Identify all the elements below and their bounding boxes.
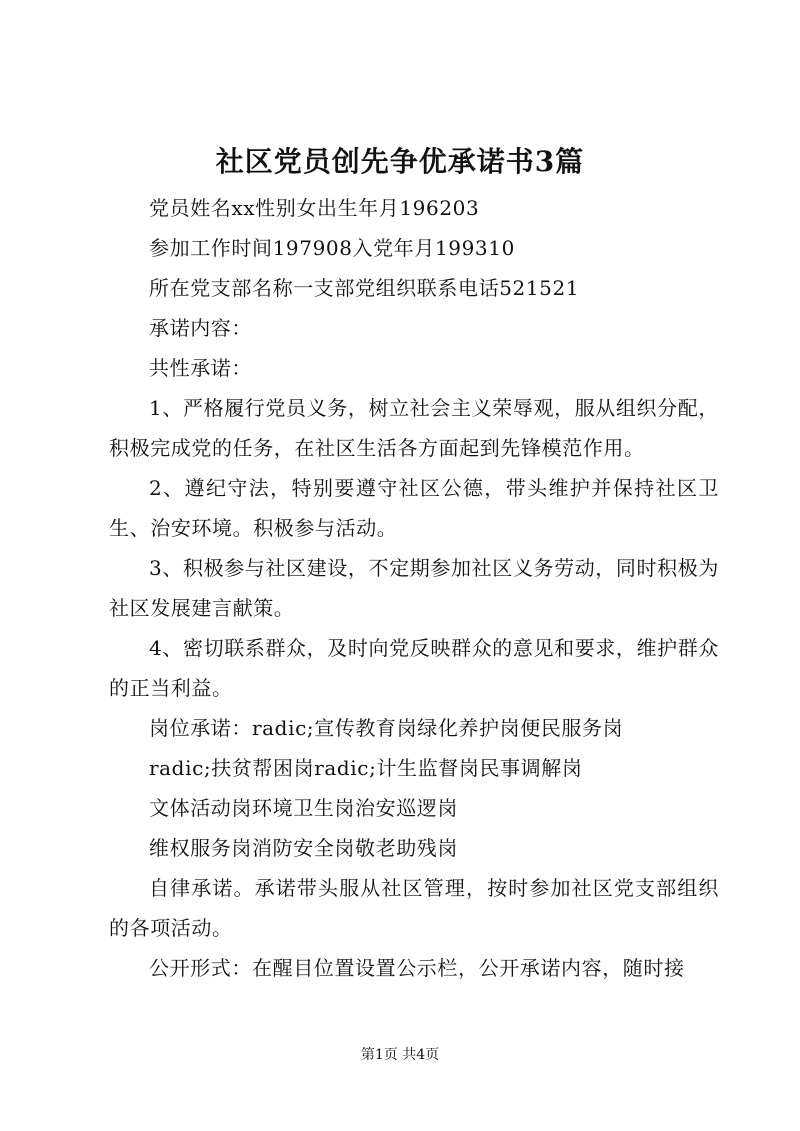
paragraph-item-3: 3、积极参与社区建设，不定期参加社区义务劳动，同时积极为社区发展建言献策。	[109, 556, 719, 620]
paragraph-item-1: 1、严格履行党员义务，树立社会主义荣辱观，服从组织分配，积极完成党的任务，在社区生活各方面起到先锋模范作用。	[109, 396, 719, 460]
paragraph-common-heading: 共性承诺：	[149, 356, 252, 380]
paragraph-work-info: 参加工作时间197908入党年月199310	[149, 236, 515, 260]
page-footer: 第1页 共4页	[360, 1047, 440, 1063]
document-body	[109, 188, 719, 988]
paragraph-public-form: 公开形式：在醒目位置设置公示栏，公开承诺内容，随时接	[149, 956, 685, 980]
paragraph-post-line-3: 文体活动岗环境卫生岗治安巡逻岗	[149, 796, 458, 820]
paragraph-post-line-2: radic;扶贫帮困岗radic;计生监督岗民事调解岗	[149, 756, 583, 780]
paragraph-self-discipline: 自律承诺。承诺带头服从社区管理，按时参加社区党支部组织的各项活动。	[109, 876, 719, 940]
paragraph-branch-info: 所在党支部名称一支部党组织联系电话521521	[149, 276, 580, 300]
paragraph-item-4: 4、密切联系群众，及时向党反映群众的意见和要求，维护群众的正当利益。	[109, 636, 719, 700]
paragraph-member-info: 党员姓名xx性别女出生年月196203	[149, 196, 480, 220]
document-title: 社区党员创先争优承诺书3篇	[215, 145, 585, 178]
paragraph-post-commitment: 岗位承诺：radic;宣传教育岗绿化养护岗便民服务岗	[149, 716, 624, 740]
paragraph-post-line-4: 维权服务岗消防安全岗敬老助残岗	[149, 836, 458, 860]
paragraph-commitment-heading: 承诺内容：	[149, 316, 252, 340]
paragraph-item-2: 2、遵纪守法，特别要遵守社区公德，带头维护并保持社区卫生、治安环境。积极参与活动。	[109, 476, 719, 540]
